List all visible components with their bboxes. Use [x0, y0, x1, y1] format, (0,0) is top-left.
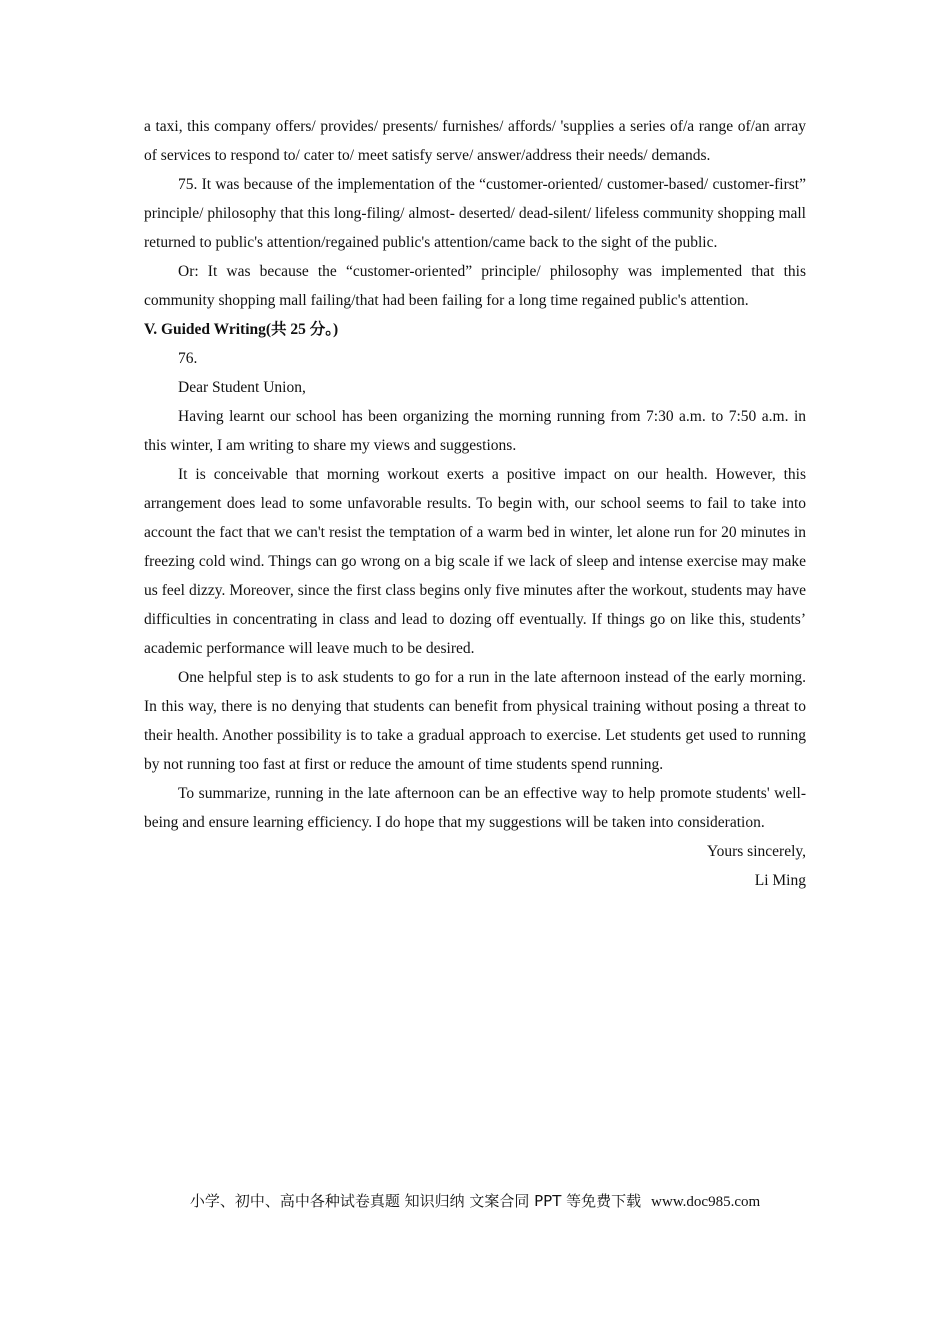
- letter-paragraph: One helpful step is to ask students to go for a run in the late afternoon instead of the early morning. In this way, there is no denying that students can benefit from physical training without posing a threat to their health. Another possibility is to take a gradual approach to exercise. Let students get used to running by not running too fast at first or reduce the amount of time students spend running.: [144, 669, 806, 773]
- page-footer: [0, 1189, 950, 1214]
- answer-74-continuation: a taxi, this company offers/ provides/ presents/ furnishes/ affords/ 'supplies a series of/a range of/an array of services to respond to/ cater to/ meet satisfy serve/ answer/address their needs/ demands.: [144, 118, 806, 164]
- answer-75: 75. It was because of the implementation of the “customer-oriented/ customer-based/ customer-first” principle/ philosophy that this long-filing/ almost- deserted/ dead-silent/ lifeless community shopping mall returned to public's attention/regained public's attention/came back to the sight of the public.: [144, 176, 806, 251]
- letter-salutation: Dear Student Union,: [178, 379, 306, 396]
- letter-paragraph: It is conceivable that morning workout exerts a positive impact on our health. However, this arrangement does lead to some unfavorable results. To begin with, our school seems to fail to take into account the fact that we can't resist the temptation of a warm bed in winter, let alone run for 20 minutes in freezing cold wind. Things can go wrong on a big scale if we lack of sleep and intense exercise may make us feel dizzy. Moreover, since the first class begins only five minutes after the workout, students may have difficulties in concentrating in class and lead to dozing off eventually. If things go on like this, students’ academic performance will leave much to be desired.: [144, 466, 806, 657]
- footer-url[interactable]: www.doc985.com: [651, 1194, 761, 1210]
- footer-text: 小学、初中、高中各种试卷真题 知识归纳 文案合同 PPT 等免费下载: [189, 1192, 642, 1210]
- document-body: [144, 112, 806, 895]
- letter-paragraph: Having learnt our school has been organizing the morning running from 7:30 a.m. to 7:50 a.m. in this winter, I am writing to share my views and suggestions.: [144, 408, 806, 454]
- answer-75-alternative: Or: It was because the “customer-oriented” principle/ philosophy was implemented that this community shopping mall failing/that had been failing for a long time regained public's attention.: [144, 263, 806, 309]
- question-number: 76.: [178, 350, 198, 367]
- section-title: V. Guided Writing(共 25 分。): [144, 321, 339, 338]
- letter-paragraph: To summarize, running in the late afternoon can be an effective way to help promote students' well-being and ensure learning efficiency. I do hope that my suggestions will be taken into consideration.: [144, 785, 806, 831]
- letter-closing: Yours sincerely,: [706, 843, 806, 860]
- letter-signature: Li Ming: [754, 872, 806, 889]
